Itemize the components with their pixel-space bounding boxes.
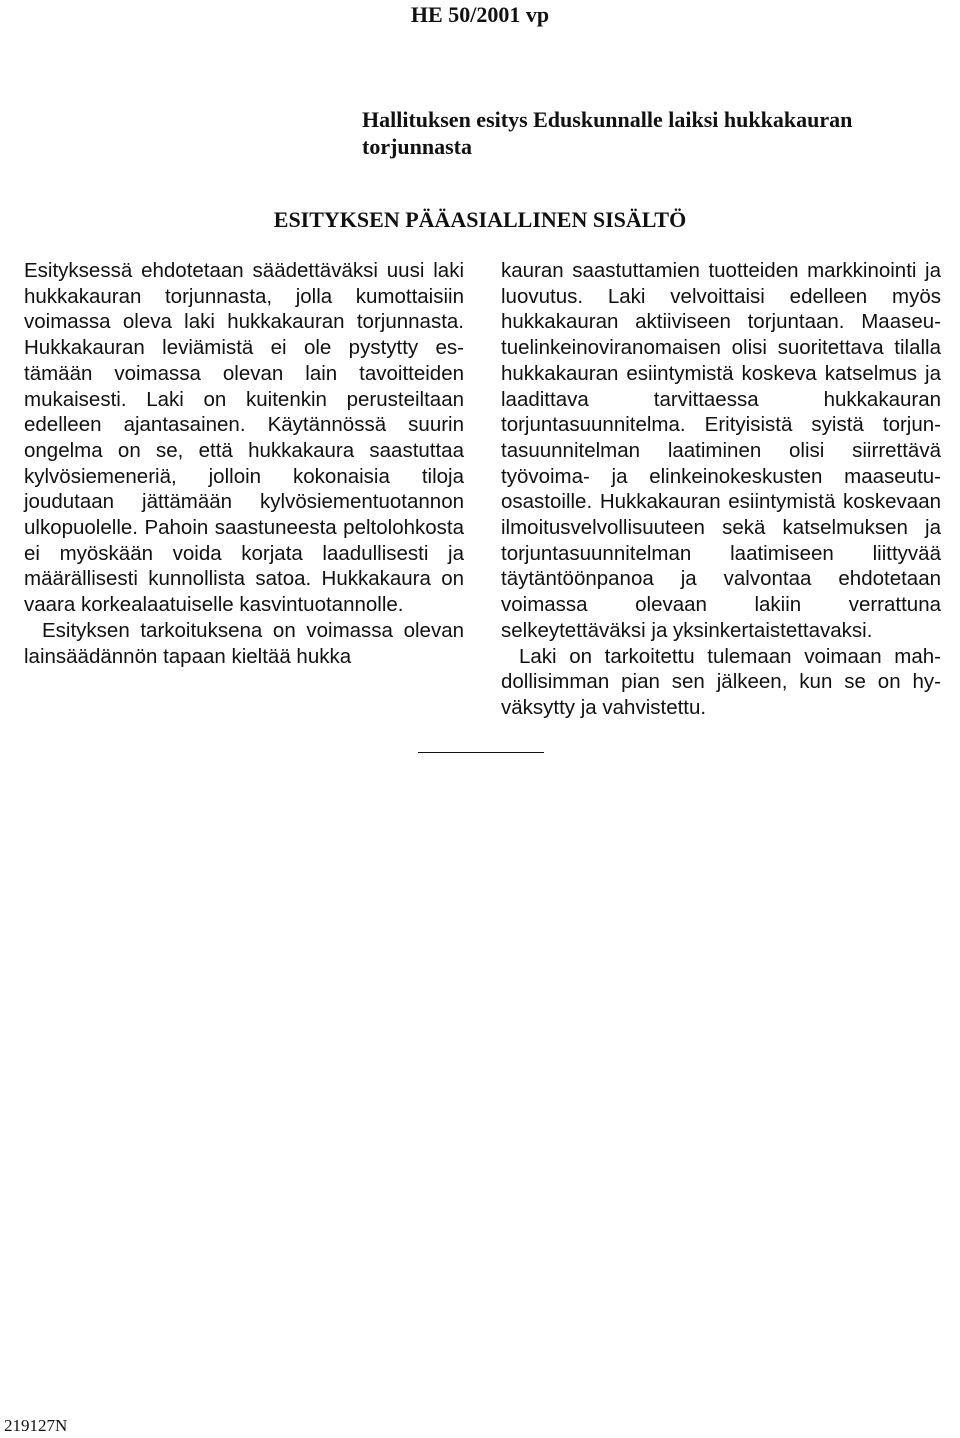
end-rule [418, 752, 544, 753]
document-id: HE 50/2001 vp [410, 2, 550, 27]
right-paragraph-2: Laki on tarkoitettu tulemaan voimaan mahdollisimman pian sen jälkeen, kun se on hyväksytty ja vahvistettu. [501, 644, 941, 719]
left-paragraph-1: Esityksessä ehdotetaan säädettäväksi uusi laki hukkakauran torjunnasta, jolla kumottaisiin voimassa oleva laki hukkakauran torjunnasta. Hukkakauran leviämistä ei ole pystytty estämään voimassa olevan lain tavoitteiden mukaisesti. Laki on kuitenkin perusteiltaan edelleen ajantasainen. Käytännössä suurin ongelma on se, että hukkakaura saastuttaa kylvösiemeneriä, jolloin kokonaisia tiloja joudutaan jättämään kylvösiementuotannon ulkopuolelle. Pahoin saastuneesta peltolohkosta ei myöskään voida korjata laadullisesti ja määrällisesti kunnollista satoa. Hukkakaura on vaara korkealaatuiselle kasvintuotannolle. [24, 259, 464, 617]
footer-code: 219127N [4, 1416, 68, 1435]
section-heading: ESITYKSEN PÄÄASIALLINEN SISÄLTÖ [273, 207, 687, 232]
left-column [24, 258, 464, 669]
right-column [501, 258, 941, 721]
document-title: Hallituksen esitys Eduskunnalle laiksi hukkakauran torjunnasta [362, 107, 853, 159]
right-paragraph-1: kauran saastuttamien tuotteiden markkinointi ja luovutus. Laki velvoittaisi edelleen myös hukkakauran aktiiviseen torjuntaan. Maaseutuelinkeinoviranomaisen olisi suoritettava tilalla hukkakauran esiintymistä koskeva katselmus ja laadittava tarvittaessa hukkakauran torjuntasuunnitelma. Erityisistä syistä torjuntasuunnitelman laatiminen olisi siirrettävä työvoima- ja elinkeinokeskusten maaseutuosastoille. Hukkakauran esiintymistä koskevaan ilmoitusvelvollisuuteen sekä katselmuksen ja torjuntasuunnitelman laatimiseen liittyvää täytäntöönpanoa ja valvontaa ehdotetaan voimassa olevaan lakiin verrattuna selkeytettäväksi ja yksinkertaistettavaksi. [501, 259, 941, 642]
left-paragraph-2: Esityksen tarkoituksena on voimassa olevan lainsäädännön tapaan kieltää hukka [24, 618, 464, 668]
